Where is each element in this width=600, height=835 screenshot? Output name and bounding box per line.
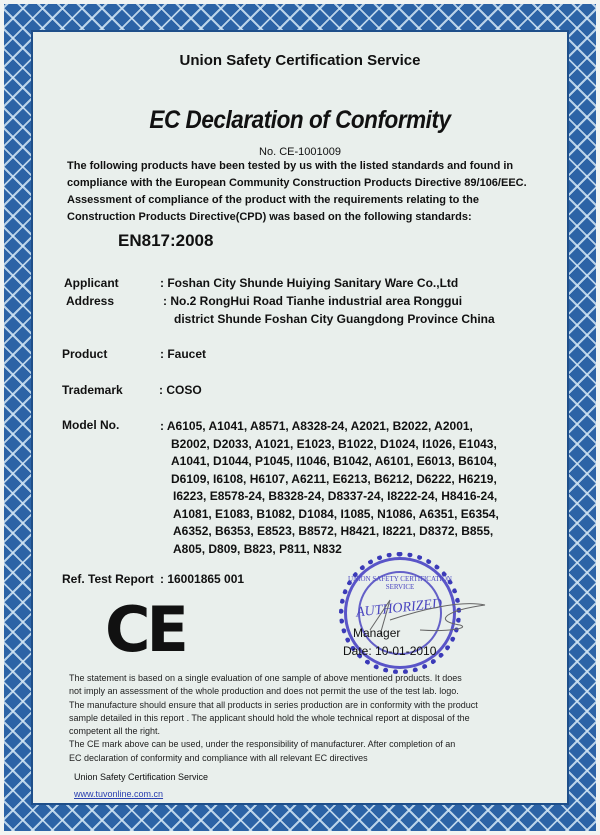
- footer-org: Union Safety Certification Service: [74, 772, 209, 782]
- disclaimer-line: sample detailed in this report . The applicant should hold the whole technical report at disposal of the: [69, 712, 470, 723]
- signatory-role: Manager: [353, 626, 401, 640]
- disclaimer-line: The CE mark above can be used, under the responsibility of manufacturer. After completion of an: [69, 739, 456, 750]
- trademark-label: Trademark: [62, 383, 123, 397]
- model-line: A805, D809, B823, P811, N832: [173, 541, 342, 556]
- trademark-value: : COSO: [159, 383, 202, 397]
- product-value: : Faucet: [160, 347, 207, 361]
- disclaimer-line: EC declaration of conformity and compliance with all relevant EC directives: [69, 752, 368, 763]
- product-label: Product: [62, 347, 108, 361]
- model-line: B2002, D2033, A1021, E1023, B1022, D1024, I1026, E1043,: [171, 436, 497, 451]
- model-line: A6352, B6353, E8523, B8572, H8421, I8221, D8372, B855,: [173, 524, 494, 538]
- address-label: Address: [66, 294, 115, 308]
- model-line: I6223, E8578-24, B8328-24, D8337-24, I8222-24, H8416-24,: [173, 489, 498, 503]
- intro-line: The following products have been tested by us with the listed standards and found in: [67, 160, 514, 172]
- ce-mark-logo: CE: [105, 593, 185, 666]
- disclaimer-line: The manufacture should ensure that all products in series production are in conformity with the product: [69, 699, 478, 710]
- document-title: EC Declaration of Conformity: [149, 106, 451, 134]
- address-line-1: : No.2 RongHui Road Tianhe industrial area Ronggui: [163, 294, 463, 308]
- model-line: A1081, E1083, B1082, D1084, I1085, N1086, A6351, E6354,: [173, 506, 499, 521]
- model-line: : A6105, A1041, A8571, A8328-24, A2021, B2022, A2001,: [160, 419, 473, 433]
- disclaimer: [69, 672, 509, 765]
- applicant-label: Applicant: [64, 276, 119, 290]
- test-report-value: : 16001865 001: [160, 572, 245, 586]
- model-list: [160, 418, 520, 558]
- intro-line: Assessment of compliance of the product with the requirements relating to the: [67, 194, 479, 206]
- model-label: Model No.: [62, 418, 120, 432]
- issue-date: Date: 10-01-2010: [343, 644, 437, 658]
- model-line: D6109, I6108, H6107, A6211, E6213, B6212, D6222, H6219,: [171, 471, 497, 486]
- stamp-center-text: AUTHORIZED: [355, 596, 443, 621]
- website-link[interactable]: www.tuvonline.com.cn: [74, 789, 164, 799]
- address-line-2: district Shunde Foshan City Guangdong Province China: [174, 312, 495, 326]
- disclaimer-line: competent all the right.: [69, 726, 161, 737]
- disclaimer-line: The statement is based on a single evaluation of one sample of above mentioned products. It does: [69, 673, 462, 683]
- certificate-number: No. CE-1001009: [259, 146, 341, 158]
- intro-line: compliance with the European Community Construction Products Directive 89/106/EEC.: [67, 177, 527, 189]
- intro-line: Construction Products Directive(CPD) was based on the following standards:: [67, 211, 472, 223]
- stamp-ring-text: UNION SAFETY CERTIFICATION SERVICE: [348, 575, 452, 591]
- standard-code: EN817:2008: [118, 231, 214, 250]
- model-line: A1041, D1044, P1045, I1046, B1042, A6101, E6013, B6104,: [171, 454, 497, 468]
- test-report-label: Ref. Test Report: [62, 572, 154, 586]
- intro-paragraph: [67, 158, 537, 226]
- disclaimer-line: not imply an assessment of the whole production and does not permit the use of the test lab. logo.: [69, 686, 459, 697]
- applicant-value: : Foshan City Shunde Huiying Sanitary Ware Co.,Ltd: [160, 276, 459, 290]
- issuer-name: Union Safety Certification Service: [179, 52, 421, 69]
